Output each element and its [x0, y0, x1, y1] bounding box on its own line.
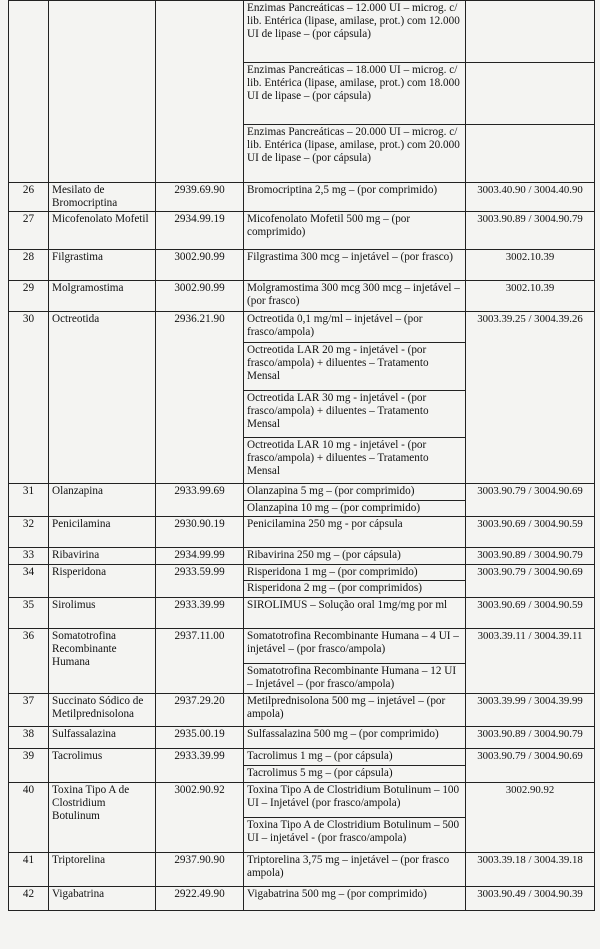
alt-ncm-code: 3003.40.90 / 3004.40.90: [466, 183, 595, 212]
presentation-cell: Ribavirina 250 mg – (por cápsula): [244, 548, 466, 565]
table-row: [9, 517, 595, 548]
presentation-cell: Sulfassalazina 500 mg – (por comprimido): [244, 727, 466, 749]
alt-ncm-cell: [466, 63, 595, 125]
presentation-cell: Penicilamina 250 mg - por cápsula: [244, 517, 466, 548]
item-number: 36: [9, 629, 49, 694]
table-row: [9, 727, 595, 749]
drug-name: Triptorelina: [49, 853, 156, 887]
ncm-code: 2922.49.90: [156, 887, 244, 911]
presentation-cell: Enzimas Pancreáticas – 12.000 UI – microg. c/ lib. Entérica (lipase, amilase, prot.) com 12.000 UI de lipase – (por cápsula): [244, 1, 466, 63]
presentation-cell: Octreotida LAR 30 mg - injetável - (por frasco/ampola) + diluentes – Tratamento Mensal: [244, 391, 466, 438]
table-row: [9, 783, 595, 818]
item-number: 42: [9, 887, 49, 911]
table-row: [9, 1, 595, 63]
alt-ncm-code: 3003.90.69 / 3004.90.59: [466, 598, 595, 629]
drug-name: Succinato Sódico de Metilprednisolona: [49, 694, 156, 727]
table-row: [9, 598, 595, 629]
drug-name: Somatotrofina Recombinante Humana: [49, 629, 156, 694]
presentation-cell: Molgramostima 300 mcg 300 mcg – injetável – (por frasco): [244, 281, 466, 312]
ncm-code: 2933.99.69: [156, 484, 244, 517]
presentation-cell: Risperidona 1 mg – (por comprimido): [244, 565, 466, 581]
drug-name: [49, 1, 156, 183]
ncm-code: [156, 1, 244, 183]
presentation-cell: Toxina Tipo A de Clostridium Botulinum – 500 UI – injetável - (por frasco/ampola): [244, 818, 466, 853]
table-row: [9, 212, 595, 250]
table-row: [9, 548, 595, 565]
alt-ncm-code: 3003.90.79 / 3004.90.69: [466, 565, 595, 598]
presentation-cell: Octreotida 0,1 mg/ml – injetável – (por frasco/ampola): [244, 312, 466, 343]
alt-ncm-code: 3003.90.89 / 3004.90.79: [466, 212, 595, 250]
alt-ncm-code: 3003.39.18 / 3004.39.18: [466, 853, 595, 887]
ncm-code: 2937.11.00: [156, 629, 244, 694]
item-number: 30: [9, 312, 49, 484]
item-number: 40: [9, 783, 49, 853]
drug-name: Tacrolimus: [49, 749, 156, 783]
item-number: 34: [9, 565, 49, 598]
presentation-cell: Octreotida LAR 10 mg - injetável - (por frasco/ampola) + diluentes – Tratamento Mensal: [244, 438, 466, 484]
presentation-cell: Vigabatrina 500 mg – (por comprimido): [244, 887, 466, 911]
ncm-code: 2933.39.99: [156, 749, 244, 783]
ncm-code: 2933.39.99: [156, 598, 244, 629]
drug-name: Filgrastima: [49, 250, 156, 281]
alt-ncm-code: 3003.90.89 / 3004.90.79: [466, 548, 595, 565]
item-number: 41: [9, 853, 49, 887]
drug-name: Sulfassalazina: [49, 727, 156, 749]
presentation-cell: Risperidona 2 mg – (por comprimidos): [244, 581, 466, 598]
item-number: 28: [9, 250, 49, 281]
presentation-cell: Enzimas Pancreáticas – 18.000 UI – microg. c/ lib. Entérica (lipase, amilase, prot.) com 18.000 UI de lipase – (por cápsula): [244, 63, 466, 125]
presentation-cell: Toxina Tipo A de Clostridium Botulinum – 100 UI – Injetável (por frasco/ampola): [244, 783, 466, 818]
alt-ncm-code: 3003.90.79 / 3004.90.69: [466, 484, 595, 517]
drug-name: Sirolimus: [49, 598, 156, 629]
table-body: [9, 1, 595, 911]
ncm-code: 3002.90.99: [156, 281, 244, 312]
table-row: [9, 484, 595, 501]
table-row: [9, 629, 595, 664]
ncm-code: 2933.59.99: [156, 565, 244, 598]
medication-table: [8, 0, 595, 911]
presentation-cell: Enzimas Pancreáticas – 20.000 UI – microg. c/ lib. Entérica (lipase, amilase, prot.) com 20.000 UI de lipase – (por cápsula): [244, 125, 466, 183]
alt-ncm-code: 3003.39.25 / 3004.39.26: [466, 312, 595, 484]
table-row: [9, 749, 595, 766]
presentation-cell: Bromocriptina 2,5 mg – (por comprimido): [244, 183, 466, 212]
ncm-code: 3002.90.92: [156, 783, 244, 853]
drug-name: Ribavirina: [49, 548, 156, 565]
alt-ncm-code: 3002.90.92: [466, 783, 595, 853]
item-number: 32: [9, 517, 49, 548]
item-number: 37: [9, 694, 49, 727]
ncm-code: 2937.90.90: [156, 853, 244, 887]
item-number: 39: [9, 749, 49, 783]
presentation-cell: Somatotrofina Recombinante Humana – 12 UI – Injetável – (por frasco/ampola): [244, 664, 466, 694]
presentation-cell: Tacrolimus 5 mg – (por cápsula): [244, 766, 466, 783]
alt-ncm-cell: [466, 125, 595, 183]
alt-ncm-code: 3003.90.49 / 3004.90.39: [466, 887, 595, 911]
table-row: [9, 250, 595, 281]
table-row: [9, 887, 595, 911]
presentation-cell: Triptorelina 3,75 mg – injetável – (por frasco ampola): [244, 853, 466, 887]
drug-name: Risperidona: [49, 565, 156, 598]
ncm-code: 2937.29.20: [156, 694, 244, 727]
presentation-cell: SIROLIMUS – Solução oral 1mg/mg por ml: [244, 598, 466, 629]
presentation-cell: Olanzapina 10 mg – (por comprimido): [244, 501, 466, 517]
item-number: [9, 1, 49, 183]
item-number: 33: [9, 548, 49, 565]
ncm-code: 2934.99.99: [156, 548, 244, 565]
item-number: 38: [9, 727, 49, 749]
ncm-code: 2930.90.19: [156, 517, 244, 548]
ncm-code: 2936.21.90: [156, 312, 244, 484]
presentation-cell: Olanzapina 5 mg – (por comprimido): [244, 484, 466, 501]
table-row: [9, 694, 595, 727]
presentation-cell: Metilprednisolona 500 mg – injetável – (por ampola): [244, 694, 466, 727]
alt-ncm-code: 3003.90.89 / 3004.90.79: [466, 727, 595, 749]
drug-name: Penicilamina: [49, 517, 156, 548]
ncm-code: 2935.00.19: [156, 727, 244, 749]
drug-name: Molgramostima: [49, 281, 156, 312]
presentation-cell: Micofenolato Mofetil 500 mg – (por comprimido): [244, 212, 466, 250]
presentation-cell: Octreotida LAR 20 mg - injetável - (por frasco/ampola) + diluentes – Tratamento Mensal: [244, 343, 466, 391]
alt-ncm-code: 3002.10.39: [466, 281, 595, 312]
alt-ncm-code: 3003.39.99 / 3004.39.99: [466, 694, 595, 727]
item-number: 35: [9, 598, 49, 629]
item-number: 26: [9, 183, 49, 212]
table-row: [9, 281, 595, 312]
drug-name: Octreotida: [49, 312, 156, 484]
table-row: [9, 183, 595, 212]
drug-name: Mesilato de Bromocriptina: [49, 183, 156, 212]
table-row: [9, 565, 595, 581]
drug-name: Vigabatrina: [49, 887, 156, 911]
ncm-code: 3002.90.99: [156, 250, 244, 281]
table-row: [9, 853, 595, 887]
drug-name: Micofenolato Mofetil: [49, 212, 156, 250]
presentation-cell: Somatotrofina Recombinante Humana – 4 UI – injetável – (por frasco/ampola): [244, 629, 466, 664]
alt-ncm-code: 3003.39.11 / 3004.39.11: [466, 629, 595, 694]
alt-ncm-code: 3003.90.69 / 3004.90.59: [466, 517, 595, 548]
ncm-code: 2939.69.90: [156, 183, 244, 212]
table-row: [9, 312, 595, 343]
alt-ncm-cell: [466, 1, 595, 63]
item-number: 29: [9, 281, 49, 312]
alt-ncm-code: 3002.10.39: [466, 250, 595, 281]
item-number: 31: [9, 484, 49, 517]
drug-name: Toxina Tipo A de Clostridium Botulinum: [49, 783, 156, 853]
item-number: 27: [9, 212, 49, 250]
alt-ncm-code: 3003.90.79 / 3004.90.69: [466, 749, 595, 783]
presentation-cell: Filgrastima 300 mcg – injetável – (por frasco): [244, 250, 466, 281]
drug-name: Olanzapina: [49, 484, 156, 517]
ncm-code: 2934.99.19: [156, 212, 244, 250]
presentation-cell: Tacrolimus 1 mg – (por cápsula): [244, 749, 466, 766]
